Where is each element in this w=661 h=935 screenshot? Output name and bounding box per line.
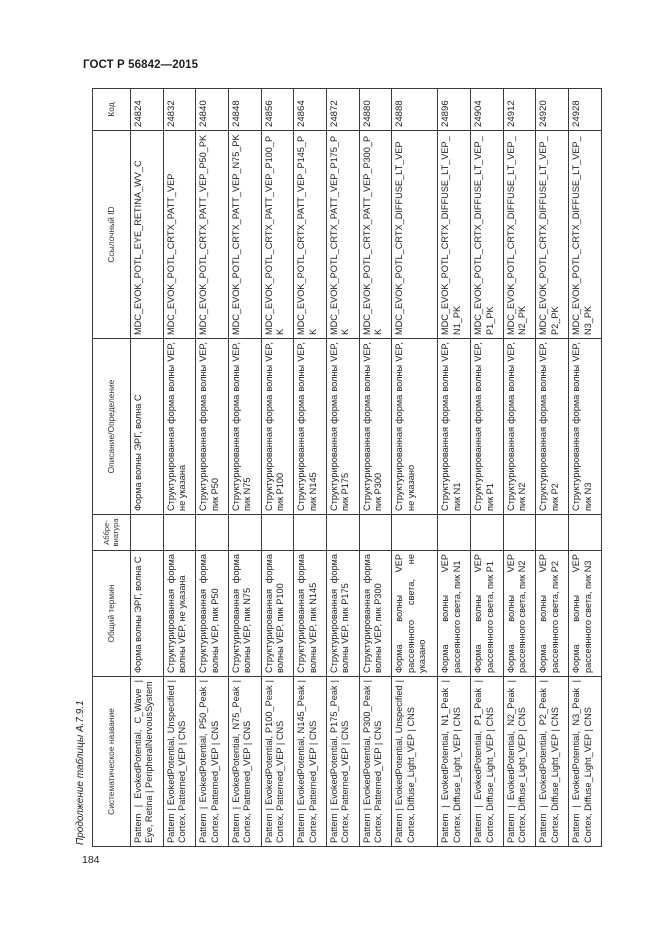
cell-desc: Структурированная форма волны VEP, пик N2 [503,339,536,515]
cell-desc: Структурированная форма волны VEP, пик N75 [229,339,262,515]
cell-name: Pattern | EvokedPotential, P300_Peak | Cortex, Patterned_VEP | CNS [359,677,392,847]
cell-name: Pattern | EvokedPotential, P175_Peak | Cortex, Patterned_VEP | CNS [327,677,360,847]
cell-abbr [229,515,262,551]
cell-common: Форма волны VEP рассеянного света, не указано [392,551,438,677]
table-row [359,89,392,847]
cell-desc: Структурированная форма волны VEP, не указана [163,339,196,515]
table-row [261,89,294,847]
page-header-standard: ГОСТ Р 56842—2015 [83,59,199,71]
cell-ref: MDC_EVOK_POTL_CRTX_PATT_VEP_P300_PK [359,131,392,339]
cell-ref: MDC_EVOK_POTL_CRTX_PATT_VEP_N75_PK [229,131,262,339]
cell-common: Структурированная форма волны VEP, пик P300 [359,551,392,677]
cell-ref: MDC_EVOK_POTL_CRTX_PATT_VEP_P50_PK [196,131,229,339]
table-row [471,89,504,847]
cell-abbr [536,515,569,551]
cell-abbr [261,515,294,551]
cell-abbr [294,515,327,551]
cell-common: Форма волны ЭРГ, волна C [131,551,164,677]
cell-name: Pattern | EvokedPotential, C_Wave | Eye, Retina | PeripheralNervousSystem [131,677,164,847]
caption-container [70,100,92,847]
table-row [131,89,164,847]
cell-abbr [196,515,229,551]
column-header-desc: Описание/Определение [93,339,131,515]
cell-abbr [392,515,438,551]
cell-code: 24912 [503,89,536,131]
cell-ref: MDC_EVOK_POTL_CRTX_DIFFUSE_LT_VEP_N2_PK [503,131,536,339]
cell-abbr [163,515,196,551]
table-container [92,89,602,847]
table-body [131,89,602,847]
cell-ref: MDC_EVOK_POTL_CRTX_DIFFUSE_LT_VEP [392,131,438,339]
cell-desc: Структурированная форма волны VEP, пик P100 [261,339,294,515]
cell-desc: Структурированная форма волны VEP, пик P1 [471,339,504,515]
column-header-name: Систематическое название [93,677,131,847]
cell-desc: Структурированная форма волны VEP, пик N145 [294,339,327,515]
cell-common: Структурированная форма волны VEP, пик P50 [196,551,229,677]
cell-code: 24848 [229,89,262,131]
cell-common: Форма волны VEP рассеянного света, пик N3 [569,551,602,677]
cell-abbr [131,515,164,551]
page-number: 184 [82,854,100,866]
cell-common: Структурированная форма волны VEP, пик P100 [261,551,294,677]
cell-ref: MDC_EVOK_POTL_CRTX_DIFFUSE_LT_VEP_P2_PK [536,131,569,339]
cell-code: 24888 [392,89,438,131]
column-header-code: Код [93,89,131,131]
cell-abbr [503,515,536,551]
cell-code: 24832 [163,89,196,131]
cell-desc: Структурированная форма волны VEP, пик P300 [359,339,392,515]
table-row [503,89,536,847]
cell-ref: MDC_EVOK_POTL_EYE_RETINA_WV_C [131,131,164,339]
cell-desc: Структурированная форма волны VEP, пик N1 [438,339,471,515]
cell-name: Pattern | EvokedPotential, Unspecified | Cortex, Patterned_VEP | CNS [163,677,196,847]
table-row [163,89,196,847]
table-row [438,89,471,847]
cell-common: Структурированная форма волны VEP, пик P175 [327,551,360,677]
cell-name: Pattern | EvokedPotential, Unspecified | Cortex, Diffuse_Light_VEP | CNS [392,677,438,847]
cell-desc: Структурированная форма волны VEP, пик P175 [327,339,360,515]
rotated-table-frame [92,89,602,847]
cell-ref: MDC_EVOK_POTL_CRTX_DIFFUSE_LT_VEP_N3_PK [569,131,602,339]
cell-name: Pattern | EvokedPotential, N145_Peak | Cortex, Patterned_VEP | CNS [294,677,327,847]
cell-name: Pattern | EvokedPotential, P2_Peak | Cortex, Diffuse_Light_VEP | CNS [536,677,569,847]
cell-abbr [471,515,504,551]
cell-ref: MDC_EVOK_POTL_CRTX_PATT_VEP [163,131,196,339]
cell-common: Структурированная форма волны VEP, не указана [163,551,196,677]
cell-code: 24880 [359,89,392,131]
cell-ref: MDC_EVOK_POTL_CRTX_PATT_VEP_P175_PK [327,131,360,339]
cell-abbr [569,515,602,551]
cell-common: Структурированная форма волны VEP, пик N145 [294,551,327,677]
cell-desc: Структурированная форма волны VEP, пик N3 [569,339,602,515]
table-row [392,89,438,847]
table-header-row [93,89,131,847]
table-row [294,89,327,847]
cell-desc: Структурированная форма волны VEP, не указано [392,339,438,515]
cell-ref: MDC_EVOK_POTL_CRTX_DIFFUSE_LT_VEP_P1_PK [471,131,504,339]
cell-name: Pattern | EvokedPotential, N75_Peak | Cortex, Patterned_VEP | CNS [229,677,262,847]
cell-code: 24904 [471,89,504,131]
cell-ref: MDC_EVOK_POTL_CRTX_DIFFUSE_LT_VEP_N1_PK [438,131,471,339]
table-caption: Продолжение таблицы А.7.9.1 [75,700,86,845]
column-header-abbr: Аббре-виатура [93,515,131,551]
table-row [569,89,602,847]
cell-common: Структурированная форма волны VEP, пик N75 [229,551,262,677]
cell-name: Pattern | EvokedPotential, P100_Peak | Cortex, Patterned_VEP | CNS [261,677,294,847]
cell-abbr [438,515,471,551]
cell-common: Форма волны VEP рассеянного света, пик P1 [471,551,504,677]
cell-code: 24824 [131,89,164,131]
cell-common: Форма волны VEP рассеянного света, пик N2 [503,551,536,677]
cell-code: 24856 [261,89,294,131]
table-row [229,89,262,847]
cell-name: Pattern | EvokedPotential, P50_Peak | Cortex, Patterned_VEP | CNS [196,677,229,847]
cell-common: Форма волны VEP рассеянного света, пик P2 [536,551,569,677]
column-header-common: Общий термин [93,551,131,677]
table-row [196,89,229,847]
cell-name: Pattern | EvokedPotential, N1_Peak | Cortex, Diffuse_Light_VEP | CNS [438,677,471,847]
cell-desc: Структурированная форма волны VEP, пик P2 [536,339,569,515]
cell-name: Pattern | EvokedPotential, N3_Peak | Cortex, Diffuse_Light_VEP | CNS [569,677,602,847]
cell-code: 24864 [294,89,327,131]
cell-code: 24872 [327,89,360,131]
cell-ref: MDC_EVOK_POTL_CRTX_PATT_VEP_P145_PK [294,131,327,339]
cell-abbr [359,515,392,551]
cell-code: 24928 [569,89,602,131]
table-row [536,89,569,847]
cell-ref: MDC_EVOK_POTL_CRTX_PATT_VEP_P100_PK [261,131,294,339]
cell-code: 24920 [536,89,569,131]
table-row [327,89,360,847]
cell-code: 24840 [196,89,229,131]
cell-code: 24896 [438,89,471,131]
cell-desc: Структурированная форма волны VEP, пик P50 [196,339,229,515]
terms-table [92,88,602,847]
cell-name: Pattern | EvokedPotential, P1_Peak | Cortex, Diffuse_Light_VEP | CNS [471,677,504,847]
cell-name: Pattern | EvokedPotential, N2_Peak | Cortex, Diffuse_Light_VEP | CNS [503,677,536,847]
column-header-ref: Ссылочный ID [93,131,131,339]
cell-common: Форма волны VEP рассеянного света, пик N1 [438,551,471,677]
cell-abbr [327,515,360,551]
cell-desc: Форма волны ЭРГ, волна C [131,339,164,515]
